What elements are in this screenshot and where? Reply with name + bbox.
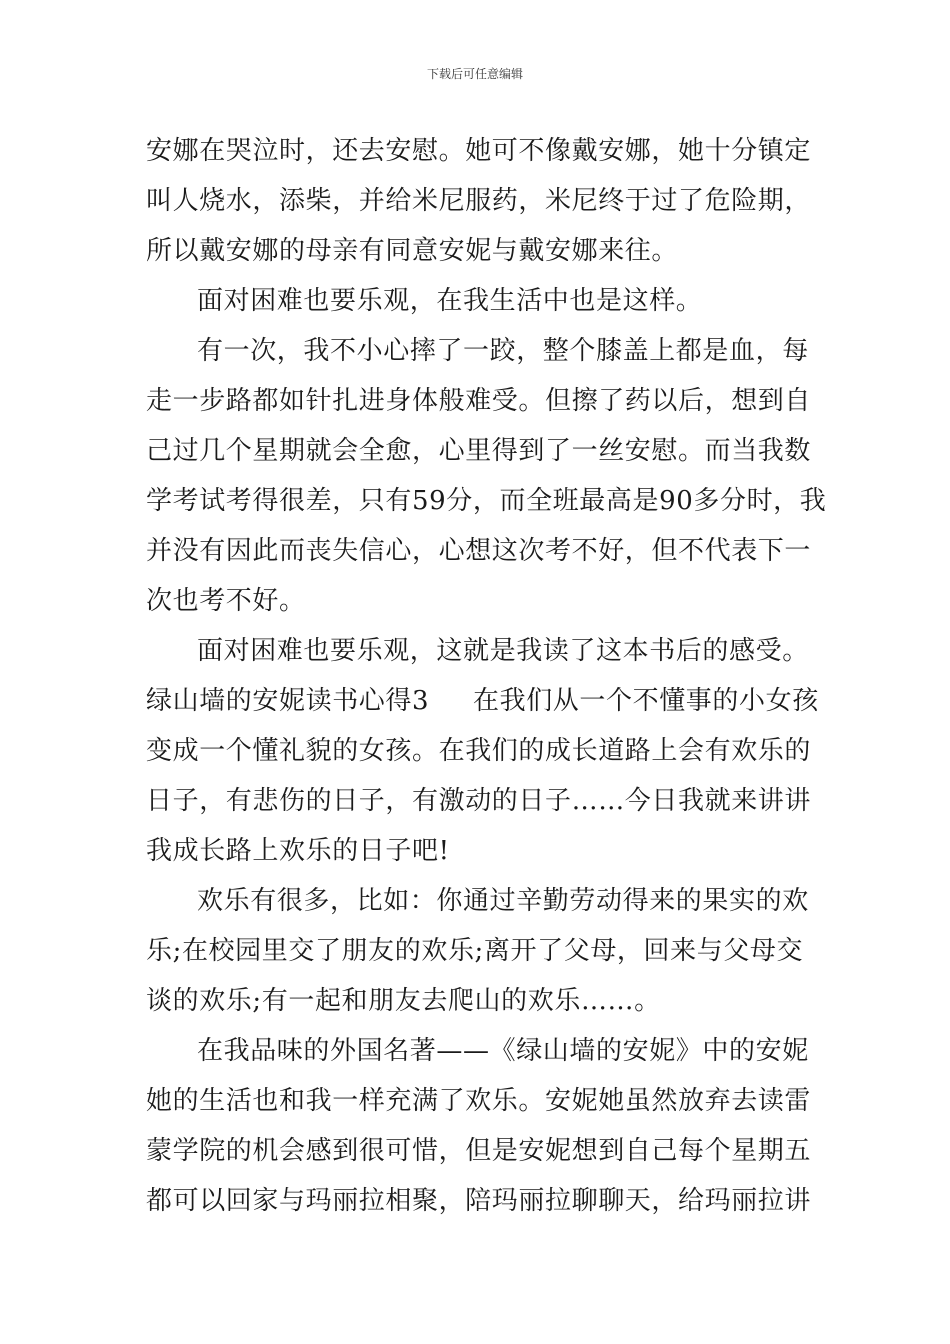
text-line: 叫人烧水，添柴，并给米尼服药，米尼终于过了危险期， [146, 186, 812, 216]
page-header-note: 下载后可任意编辑 [426, 67, 523, 81]
text-line: 面对困难也要乐观，这就是我读了这本书后的感受。 [197, 636, 809, 666]
text-line: 安娜在哭泣时，还去安慰。她可不像戴安娜，她十分镇定 [146, 136, 812, 166]
text-line: 她的生活也和我一样充满了欢乐。安妮她虽然放弃去读雷 [146, 1086, 812, 1116]
text-line: 次也考不好。 [146, 586, 306, 616]
text-line: 蒙学院的机会感到很可惜，但是安妮想到自己每个星期五 [146, 1136, 812, 1166]
text-line: 乐;在校园里交了朋友的欢乐;离开了父母，回来与父母交 [146, 936, 804, 966]
text-line: 都可以回家与玛丽拉相聚，陪玛丽拉聊聊天，给玛丽拉讲 [146, 1186, 812, 1216]
text-line: 在我们从一个不懂事的小女孩 [473, 686, 819, 716]
text-line: 欢乐有很多，比如：你通过辛勤劳动得来的果实的欢 [197, 886, 809, 916]
text-line: 有一次，我不小心摔了一跤，整个膝盖上都是血，每 [197, 336, 809, 366]
text-line: 面对困难也要乐观，在我生活中也是这样。 [197, 286, 703, 316]
text-line: 在我品味的外国名著——《绿山墙的安妮》中的安妮 [197, 1036, 809, 1066]
text-line: 我成长路上欢乐的日子吧! [146, 836, 450, 866]
text-line: 日子，有悲伤的日子，有激动的日子……今日我就来讲讲 [146, 786, 812, 816]
text-line: 变成一个懂礼貌的女孩。在我们的成长道路上会有欢乐的 [146, 736, 812, 766]
text-line: 走一步路都如针扎进身体般难受。但擦了药以后，想到自 [146, 386, 812, 416]
text-line: 并没有因此而丧失信心，心想这次考不好，但不代表下一 [146, 536, 812, 566]
text-line: 所以戴安娜的母亲有同意安妮与戴安娜来往。 [146, 236, 679, 266]
section-title: 绿山墙的安妮读书心得3 [146, 686, 430, 716]
text-line: 谈的欢乐;有一起和朋友去爬山的欢乐……。 [146, 986, 661, 1016]
text-line: 学考试考得很差，只有59分，而全班最高是90多分时，我 [146, 486, 827, 516]
text-line: 己过几个星期就会全愈，心里得到了一丝安慰。而当我数 [146, 436, 812, 466]
